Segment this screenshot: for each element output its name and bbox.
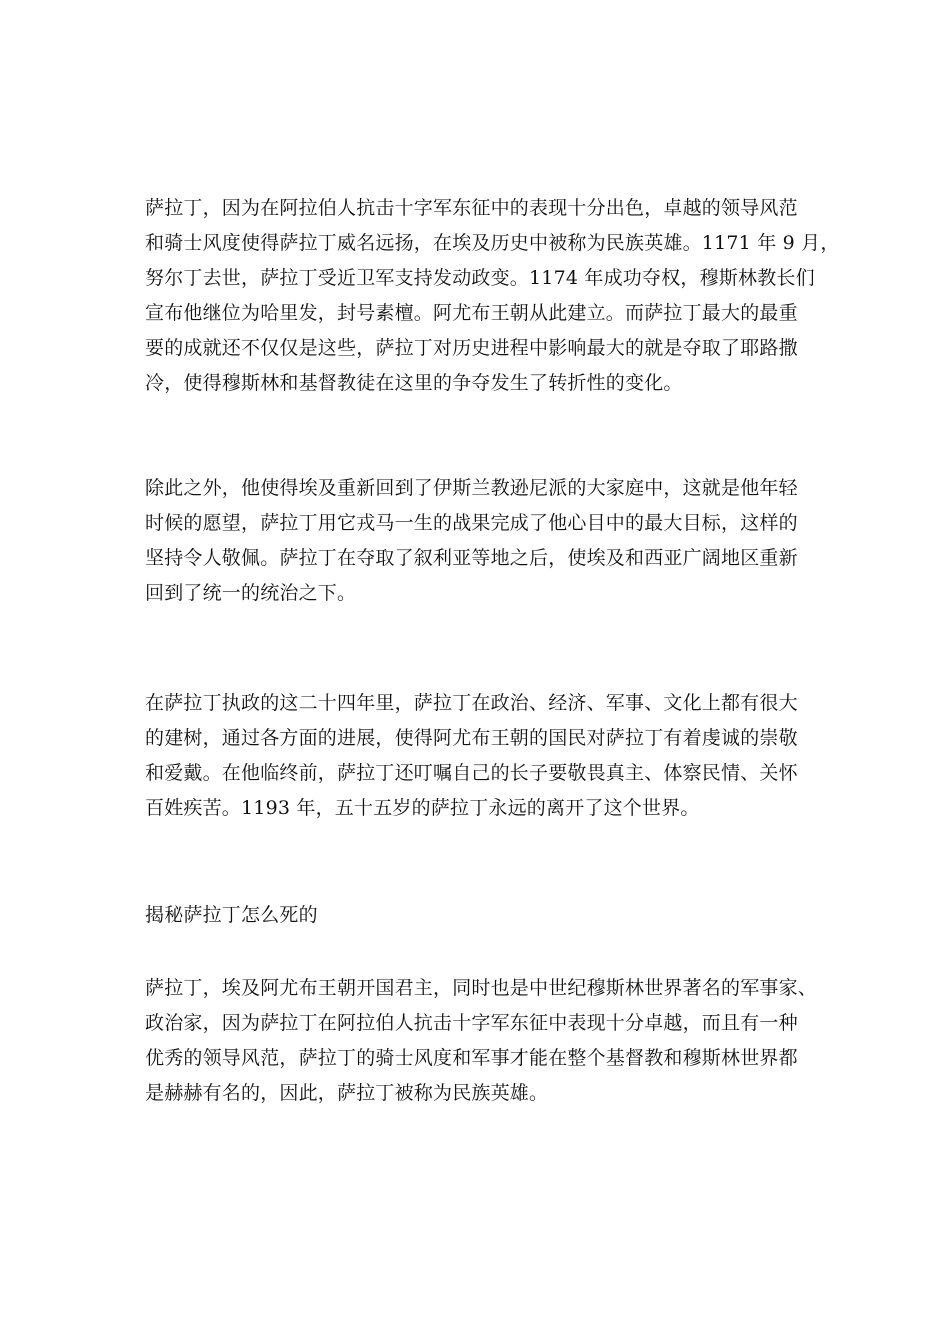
- text-line: 优秀的领导风范，萨拉丁的骑士风度和军事才能在整个基督教和穆斯林世界都: [145, 1047, 798, 1069]
- text-line: 萨拉丁，埃及阿尤布王朝开国君主，同时也是中世纪穆斯林世界著名的军事家、: [145, 977, 818, 999]
- text-line: 是赫赫有名的，因此，萨拉丁被称为民族英雄。: [145, 1082, 549, 1104]
- text-line: 政治家，因为萨拉丁在阿拉伯人抗击十字军东征中表现十分卓越，而且有一种: [145, 1012, 798, 1034]
- text-line: 坚持令人敬佩。萨拉丁在夺取了叙利亚等地之后，使埃及和西亚广阔地区重新: [145, 547, 798, 569]
- text-line: 冷，使得穆斯林和基督教徒在这里的争夺发生了转折性的变化。: [145, 372, 683, 394]
- text-line: 要的成就还不仅仅是这些，萨拉丁对历史进程中影响最大的就是夺取了耶路撒: [145, 337, 798, 359]
- text-line: 百姓疾苦。1193 年，五十五岁的萨拉丁永远的离开了这个世界。: [145, 797, 700, 819]
- text-line: 除此之外，他使得埃及重新回到了伊斯兰教逊尼派的大家庭中，这就是他年轻: [145, 477, 798, 499]
- text-line: 时候的愿望，萨拉丁用它戎马一生的战果完成了他心目中的最大目标，这样的: [145, 512, 798, 534]
- text-line: 在萨拉丁执政的这二十四年里，萨拉丁在政治、经济、军事、文化上都有很大: [145, 692, 798, 714]
- text-line: 的建树，通过各方面的进展，使得阿尤布王朝的国民对萨拉丁有着虔诚的崇敬: [145, 727, 798, 749]
- text-line: 和爱戴。在他临终前，萨拉丁还叮嘱自己的长子要敬畏真主、体察民情、关怀: [145, 762, 798, 784]
- heading-line: 揭秘萨拉丁怎么死的: [145, 904, 318, 926]
- text-line: 回到了统一的统治之下。: [145, 582, 357, 604]
- text-line: 努尔丁去世，萨拉丁受近卫军支持发动政变。1174 年成功夺权，穆斯林教长们: [145, 267, 815, 289]
- text-line: 宣布他继位为哈里发，封号素檀。阿尤布王朝从此建立。而萨拉丁最大的最重: [145, 302, 798, 324]
- text-line: 萨拉丁，因为在阿拉伯人抗击十字军东征中的表现十分出色，卓越的领导风范: [145, 197, 798, 219]
- text-line: 和骑士风度使得萨拉丁威名远扬，在埃及历史中被称为民族英雄。1171 年 9 月，: [145, 232, 840, 254]
